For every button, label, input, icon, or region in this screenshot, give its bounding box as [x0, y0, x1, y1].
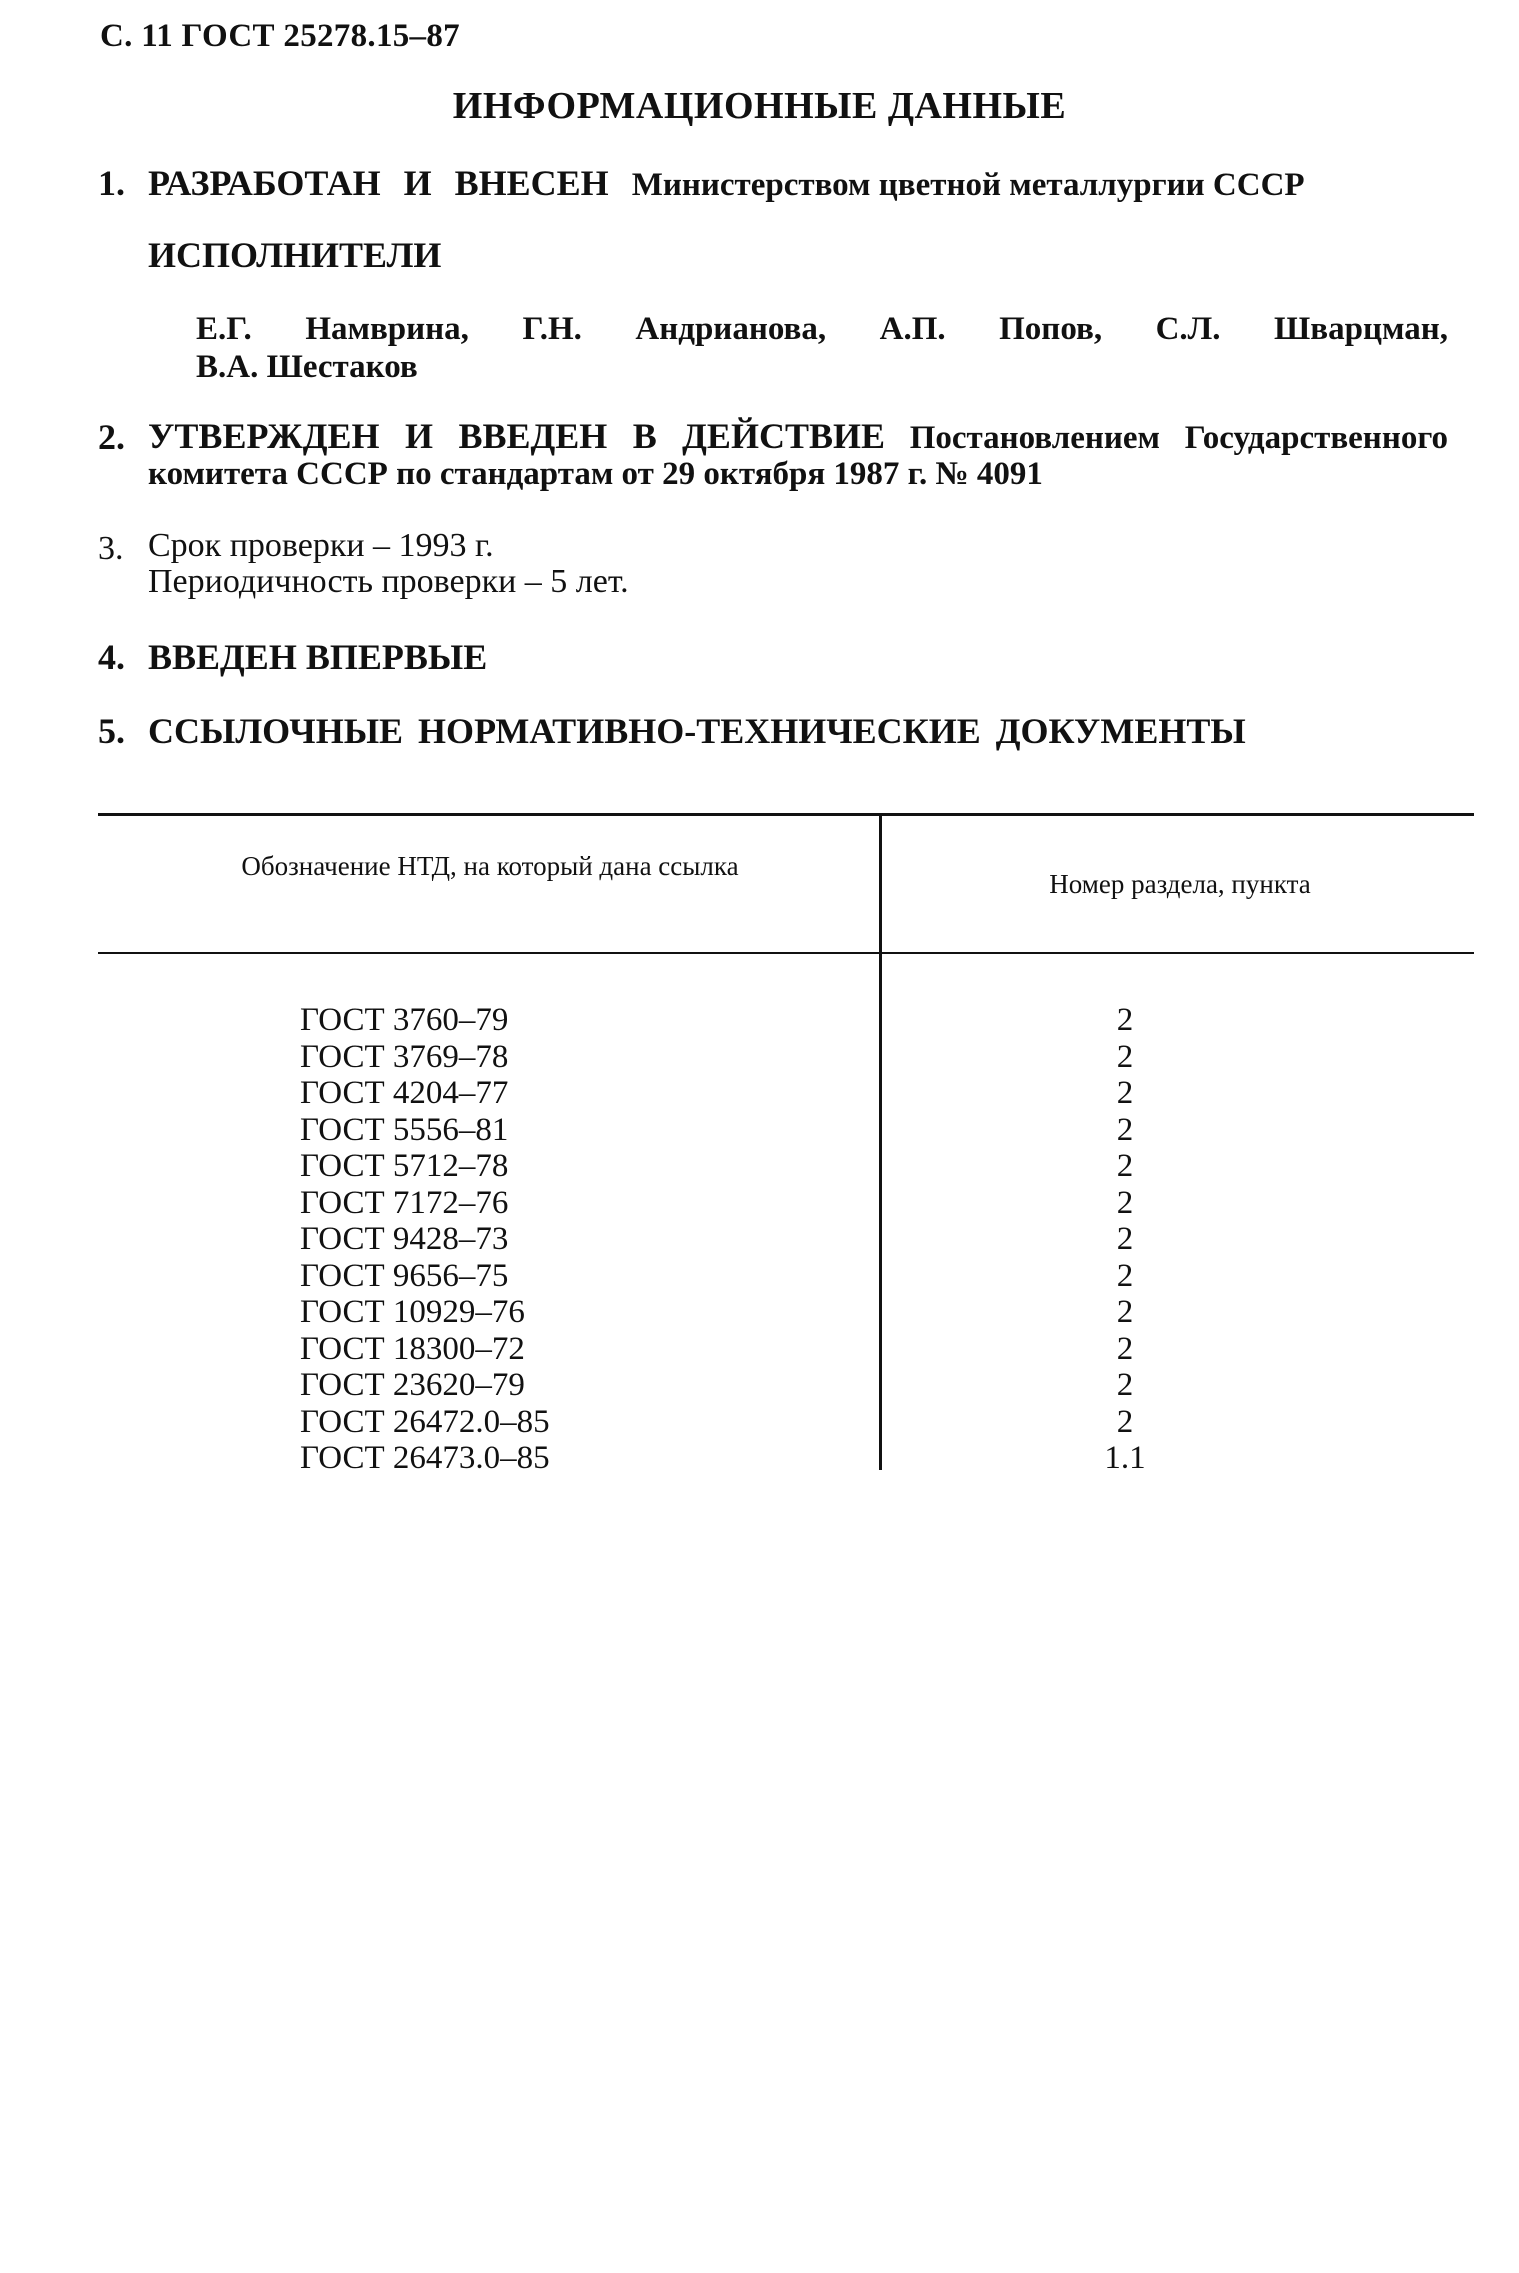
- table-cell-designation: ГОСТ 5556–81: [300, 1111, 509, 1148]
- table-cell-section: 2: [1116, 1221, 1134, 1257]
- table-cell-section: 2: [1116, 1111, 1134, 1148]
- item-number: 4.: [98, 637, 125, 677]
- table-cell-section: 2: [1116, 1038, 1134, 1075]
- table-cell-designation: ГОСТ 3769–78: [300, 1038, 509, 1075]
- table-cell-section: 2: [1116, 1184, 1134, 1221]
- review-term: Срок проверки – 1993 г.: [148, 527, 494, 564]
- item-number: 2.: [98, 417, 125, 457]
- table-cell-designation: ГОСТ 26473.0–85: [300, 1440, 550, 1476]
- item-caps: ВВЕДЕН ВПЕРВЫЕ: [148, 637, 488, 677]
- table-cell-designation: ГОСТ 10929–76: [300, 1294, 525, 1330]
- item-caps: УТВЕРЖДЕН И ВВЕДЕН В ДЕЙСТВИЕ: [148, 416, 885, 456]
- executors-list: [196, 310, 1448, 386]
- item-caps: ССЫЛОЧНЫЕ НОРМАТИВНО-ТЕХНИЧЕСКИЕ ДОКУМЕНТЫ: [148, 711, 1246, 751]
- table-cell-designation: ГОСТ 9656–75: [300, 1257, 509, 1294]
- table-cell-designation: ГОСТ 9428–73: [300, 1221, 509, 1257]
- item-text: Постановлением Государственного комитета СССР по стандартам от 29 октября 1987 г. № 4091: [148, 420, 1448, 492]
- table-cell-designation: ГОСТ 5712–78: [300, 1148, 509, 1184]
- table-cell-designation: ГОСТ 3760–79: [300, 1002, 509, 1038]
- table-header-section: Номер раздела, пункта: [1049, 869, 1311, 899]
- table-cell-section: 1.1: [1104, 1440, 1146, 1476]
- executors-heading: ИСПОЛНИТЕЛИ: [148, 235, 442, 275]
- item-text: Министерством цветной металлургии СССР: [631, 167, 1305, 203]
- table-top-rule: [98, 813, 1474, 816]
- item-approved-number: [98, 418, 148, 456]
- item-review-number: [98, 528, 148, 568]
- page-title: ИНФОРМАЦИОННЫЕ ДАННЫЕ: [452, 85, 1067, 127]
- table-cell-section: 2: [1116, 1330, 1134, 1367]
- table-header-designation: Обозначение НТД, на который дана ссылка: [241, 851, 739, 881]
- item-first-introduced: [98, 638, 487, 676]
- item-developed: [98, 164, 1305, 204]
- table-column-sections: [1050, 1002, 1200, 1477]
- review-period: Периодичность проверки – 5 лет.: [148, 563, 629, 600]
- item-review: [148, 528, 629, 600]
- item-number: 5.: [98, 711, 125, 751]
- executors-line-2: В.А. Шестаков: [196, 349, 418, 385]
- table-header-rule: [98, 952, 1474, 954]
- table-cell-section: 2: [1116, 1002, 1134, 1038]
- item-number: 1.: [98, 163, 125, 203]
- table-cell-section: 2: [1116, 1257, 1134, 1294]
- item-caps: РАЗРАБОТАН И ВНЕСЕН: [148, 163, 609, 203]
- table-cell-section: 2: [1116, 1403, 1134, 1440]
- table-cell-designation: ГОСТ 7172–76: [300, 1184, 509, 1221]
- item-number: 3.: [98, 530, 124, 567]
- executors-line-1: Е.Г. Намврина, Г.Н. Андрианова, А.П. Попов, С.Л. Шварцман,: [196, 311, 1448, 347]
- table-cell-designation: ГОСТ 4204–77: [300, 1075, 509, 1111]
- item-references: [98, 712, 1246, 750]
- item-approved: [148, 418, 1448, 492]
- table-cell-section: 2: [1116, 1148, 1134, 1184]
- table-cell-designation: ГОСТ 18300–72: [300, 1330, 525, 1367]
- table-cell-section: 2: [1116, 1294, 1134, 1330]
- table-cell-designation: ГОСТ 26472.0–85: [300, 1403, 550, 1440]
- table-cell-section: 2: [1116, 1367, 1134, 1403]
- table-cell-section: 2: [1116, 1075, 1134, 1111]
- table-column-designations: [300, 1002, 550, 1477]
- table-cell-designation: ГОСТ 23620–79: [300, 1367, 525, 1403]
- table-column-divider: [879, 815, 882, 1470]
- page-header: С. 11 ГОСТ 25278.15–87: [100, 18, 460, 54]
